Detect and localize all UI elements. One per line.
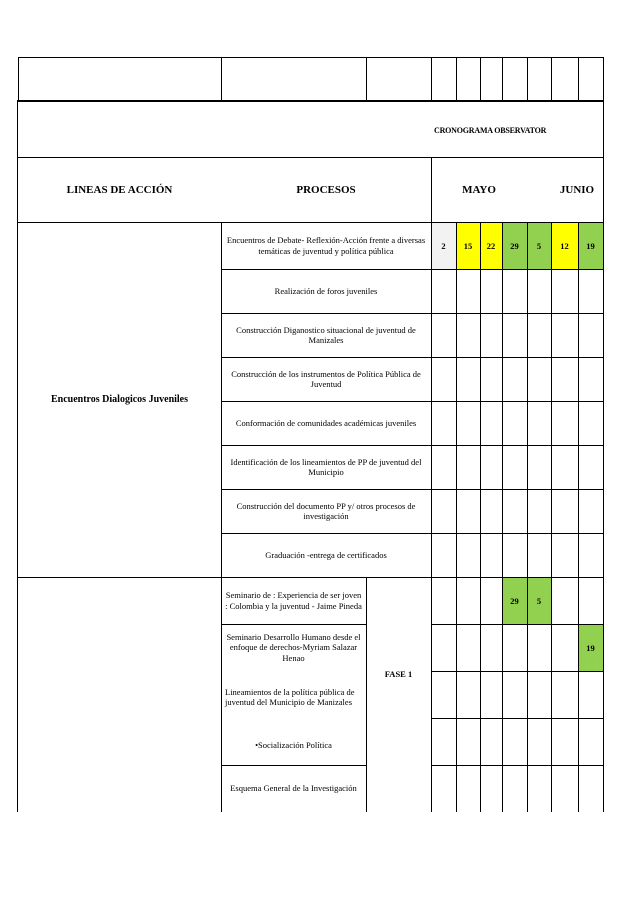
date-cell: 19	[586, 240, 595, 251]
schedule-title: CRONOGRAMA OBSERVATOR	[434, 125, 547, 135]
linea-encuentros-dialogicos: Encuentros Dialogicos Juveniles	[50, 394, 189, 405]
process-item: Identificación de los lineamientos de PP de juventud del Municipio	[230, 456, 422, 477]
seminar-item: Lineamientos de la política pública de juventud del Municipio de Manizales	[225, 686, 355, 707]
seminar-item: Seminario Desarrollo Humano desde el enfoque de derechos-Myriam Salazar Henao	[226, 631, 361, 663]
date-cell: 29	[510, 240, 519, 251]
process-item: Graduación -entrega de certificados	[265, 549, 387, 560]
phase-label: FASE 1	[384, 669, 413, 679]
date-cell: 12	[560, 240, 569, 251]
header-procesos: PROCESOS	[296, 183, 356, 196]
process-item: Construcción del documento PP y/ otros procesos de investigación	[236, 500, 416, 521]
process-item: Construcción de los instrumentos de Política Pública de Juventud	[231, 368, 421, 389]
seminar-item: •Socialización Política	[255, 739, 332, 750]
seminar-item: Seminario de : Experiencia de ser joven : Colombia y la juventud - Jaime Pineda	[225, 590, 362, 611]
header-mayo: MAYO	[462, 183, 496, 196]
seminar-date-cell: 29	[510, 595, 519, 606]
date-cell: 5	[536, 240, 542, 251]
process-item: Realización de foros juveniles	[274, 285, 378, 296]
header-lineas-de-accion: LINEAS DE ACCIÓN	[66, 183, 173, 196]
seminar-date-cell: 19	[586, 642, 595, 653]
process-item: Conformación de comunidades académicas juveniles	[235, 417, 417, 428]
seminar-item: Esquema General de la Investigación	[230, 783, 357, 794]
process-item: Construcción Diganostico situacional de juventud de Manizales	[236, 324, 416, 345]
date-cell: 2	[441, 240, 446, 251]
date-cell: 15	[463, 240, 473, 251]
process-item: Encuentros de Debate- Reflexión-Acción frente a diversas temáticas de juventud y política pública	[226, 235, 426, 256]
header-junio: JUNIO	[559, 183, 595, 196]
seminar-date-cell: 5	[536, 595, 542, 606]
date-cell: 22	[486, 240, 496, 251]
